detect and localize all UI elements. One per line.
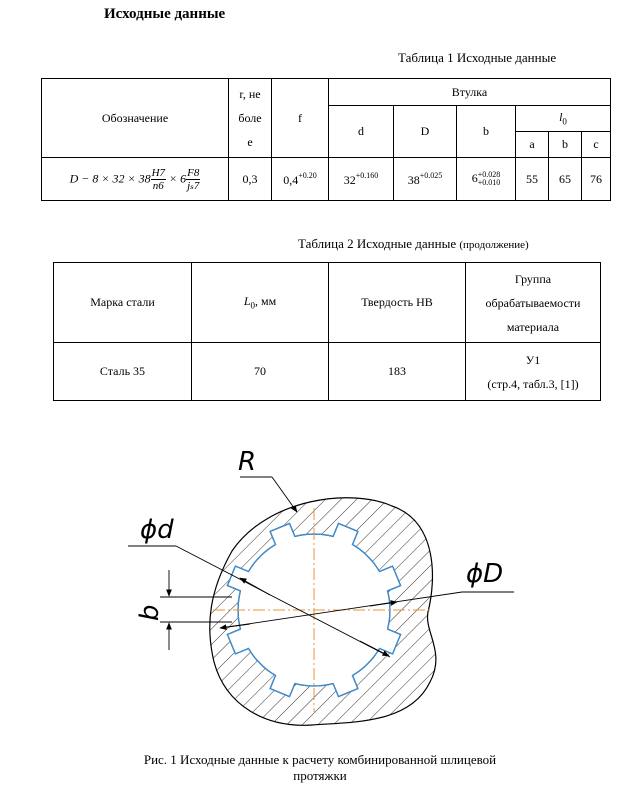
cell-hardness: 183 [329, 343, 466, 401]
header-f: f [272, 79, 329, 158]
cell-d: $32^{+0.160}$ [329, 158, 394, 201]
header-steel: Марка стали [54, 263, 192, 343]
cell-l0-a: 55 [516, 158, 549, 201]
cell-r: 0,3 [229, 158, 272, 201]
header-l0-b: b [549, 132, 582, 158]
header-hardness: Твердость НВ [329, 263, 466, 343]
figure-caption: Рис. 1 Исходные данные к расчету комбинированной шлицевой протяжки [143, 752, 497, 783]
table1-caption: Таблица 1 Исходные данные [398, 50, 557, 65]
radius-leader-arrow [272, 477, 297, 512]
cell-l0-c: 76 [582, 158, 611, 201]
header-d: d [329, 106, 394, 158]
header-D: D [394, 106, 457, 158]
label-d: ϕd [140, 515, 174, 545]
header-l0-a: a [516, 132, 549, 158]
header-r: r, не боле е [229, 79, 272, 158]
hatched-section [210, 498, 436, 726]
header-designation: Обозначение [42, 79, 229, 158]
d-arrow-start [240, 578, 270, 595]
cell-f: $0,4^{+0.20}$ [272, 158, 329, 201]
header-L0: $L_0$, мм [192, 263, 329, 343]
label-R: R [238, 447, 257, 477]
header-b: b [457, 106, 516, 158]
cell-L0: 70 [192, 343, 329, 401]
table2-caption: Таблица 2 Исходные данные (продолжение) [298, 236, 529, 251]
label-D: ϕD [466, 559, 504, 589]
cell-l0-b: 65 [549, 158, 582, 201]
header-group: Группа обрабатываемости материала [466, 263, 601, 343]
cell-steel: Сталь 35 [54, 343, 192, 401]
page-title: Исходные данные [104, 6, 226, 22]
cell-group: У1 (стр.4, табл.3, [1]) [466, 343, 601, 401]
header-l0: $l_0$ [516, 106, 611, 132]
header-l0-c: c [582, 132, 611, 158]
d-arrow-end [360, 641, 389, 656]
d-dimension-line [176, 546, 390, 657]
cell-b: 6+0.028 +0.010 [457, 158, 516, 201]
header-bushing: Втулка [329, 79, 611, 106]
cell-D: $38^{+0.025}$ [394, 158, 457, 201]
label-b: b [135, 604, 165, 621]
cell-designation: D − 8 × 32 × 38 $\frac{H7}{n6} \times 6$ $\frac{F8}{\text{jₛ7}}$ [42, 158, 229, 201]
